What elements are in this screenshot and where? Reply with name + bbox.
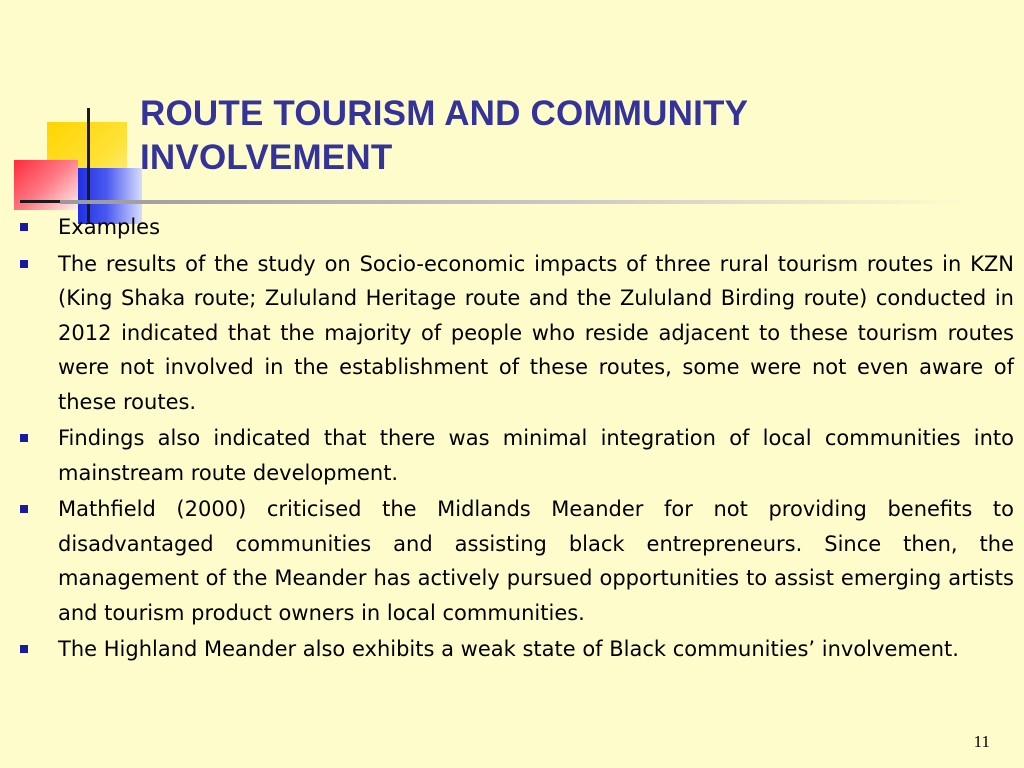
bullet-item — [20, 421, 1014, 490]
slide-title: ROUTE TOURISM AND COMMUNITY INVOLVEMENT — [140, 94, 748, 177]
square-bullet-icon — [20, 434, 28, 442]
square-bullet-icon — [20, 260, 28, 268]
title-underline — [60, 200, 972, 204]
bullet-item — [20, 492, 1014, 630]
square-bullet-icon — [20, 505, 28, 513]
decor-vertical-line — [87, 108, 90, 222]
bullet-item — [20, 210, 1014, 245]
square-bullet-icon — [20, 645, 28, 653]
bullet-text: Mathfield (2000) criticised the Midlands Meander for not providing benefits to disadvantaged communities and assisting black entrepreneurs. Since then, the management of the Meander has actively pursued opportunities to assist emerging artists and tourism product owners in local communities. — [58, 497, 1014, 625]
bullet-item — [20, 247, 1014, 420]
square-bullet-icon — [20, 223, 28, 231]
bullet-list — [20, 210, 1014, 669]
bullet-text: Examples — [58, 215, 161, 239]
bullet-text: Findings also indicated that there was minimal integration of local communities into mainstream route development. — [58, 426, 1014, 485]
bullet-text: The results of the study on Socio-economic impacts of three rural tourism routes in KZN (King Shaka route; Zululand Heritage route and the Zululand Birding route) conducted in 2012 indicated that the majority of people who reside adjacent to these tourism routes were not involved in the establishment of these routes, some were not even aware of these routes. — [58, 251, 1014, 414]
bullet-item — [20, 632, 1014, 667]
bullet-text: The Highland Meander also exhibits a weak state of Black communities’ involvement. — [58, 637, 959, 661]
page-number: 11 — [973, 732, 990, 751]
